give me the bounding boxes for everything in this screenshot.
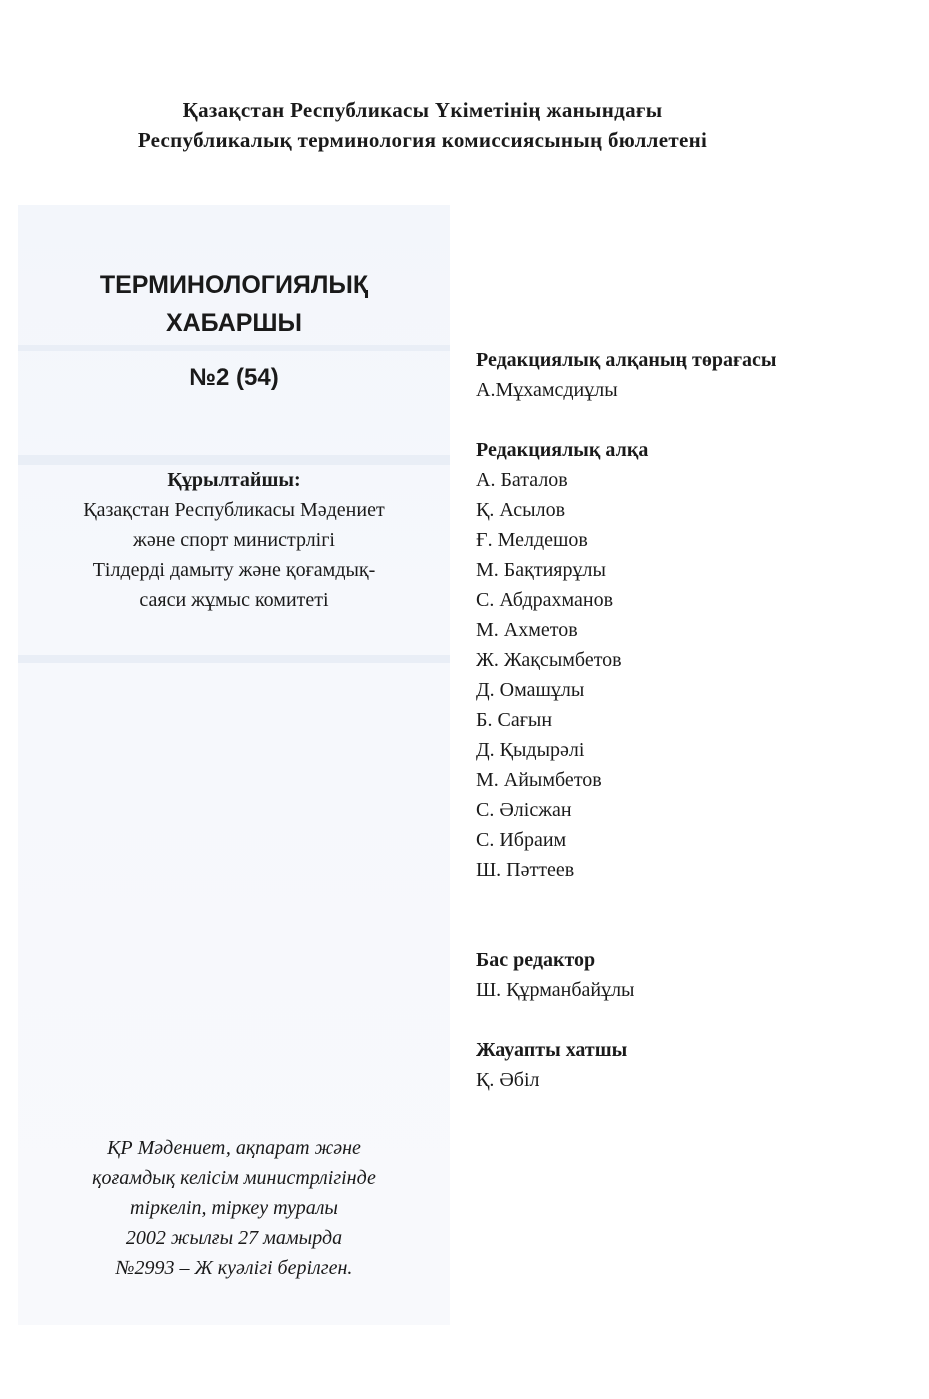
founder-heading: Құрылтайшы:: [167, 469, 301, 491]
board-member: С. Абдрахманов: [476, 589, 614, 611]
journal-title-line-1: ТЕРМИНОЛОГИЯЛЫҚ: [99, 271, 369, 299]
header-line-2: Республикалық терминология комиссиясының бюллетені: [137, 128, 708, 152]
registration-line: №2993 – Ж куәлігі берілген.: [115, 1257, 353, 1279]
secretary-heading: Жауапты хатшы: [476, 1039, 628, 1061]
background-band: [18, 455, 450, 465]
board-member: С. Әлісжан: [476, 799, 572, 821]
registration-line: қоғамдық келісім министрлігінде: [92, 1167, 376, 1189]
founder-line: саяси жұмыс комитеті: [139, 589, 329, 611]
board-member: Ш. Пәттеев: [476, 859, 575, 881]
registration-line: ҚР Мәдениет, ақпарат және: [107, 1137, 361, 1159]
board-member: М. Бақтиярұлы: [476, 559, 606, 581]
chief-editor-heading: Бас редактор: [476, 949, 596, 971]
founder-block: [18, 465, 450, 615]
board-member: А. Баталов: [476, 469, 568, 491]
background-band: [18, 655, 450, 663]
board-member: М. Айымбетов: [476, 769, 602, 791]
registration-line: 2002 жылғы 27 мамырда: [125, 1227, 343, 1249]
founder-line: Қазақстан Республикасы Мәдениет: [83, 499, 385, 521]
executive-secretary: [476, 1035, 906, 1095]
chair-heading: Редакциялық алқаның төрағасы: [476, 349, 777, 371]
background-band: [18, 345, 450, 351]
board-member: Д. Қыдырәлі: [476, 739, 585, 761]
board-member: Қ. Асылов: [476, 499, 566, 521]
chief-editor: [476, 945, 906, 1005]
header-line-1: Қазақстан Республикасы Үкіметінің жанындағы: [182, 98, 663, 122]
board-member: Ж. Жақсымбетов: [476, 649, 622, 671]
board-heading: Редакциялық алқа: [476, 439, 649, 461]
issue-number: №2 (54): [189, 364, 279, 391]
chief-editor-name: Ш. Құрманбайұлы: [476, 979, 635, 1001]
editorial-chair: [476, 345, 906, 405]
chair-name: А.Мұхамсдиұлы: [476, 379, 618, 401]
journal-title-line-2: ХАБАРШЫ: [165, 309, 303, 337]
board-member: М. Ахметов: [476, 619, 578, 641]
founder-line: Тілдерді дамыту және қоғамдық-: [92, 559, 376, 581]
board-member: Ғ. Мелдешов: [476, 529, 588, 551]
registration-block: [18, 1133, 450, 1283]
registration-line: тіркеліп, тіркеу туралы: [130, 1197, 338, 1219]
board-member: Б. Сағын: [476, 709, 553, 731]
founder-line: және спорт министрлігі: [133, 529, 335, 551]
editorial-board: [476, 435, 906, 885]
secretary-name: Қ. Әбіл: [476, 1069, 540, 1091]
board-member: Д. Омашұлы: [476, 679, 585, 701]
journal-title: [18, 266, 450, 342]
board-member: С. Ибраим: [476, 829, 567, 851]
